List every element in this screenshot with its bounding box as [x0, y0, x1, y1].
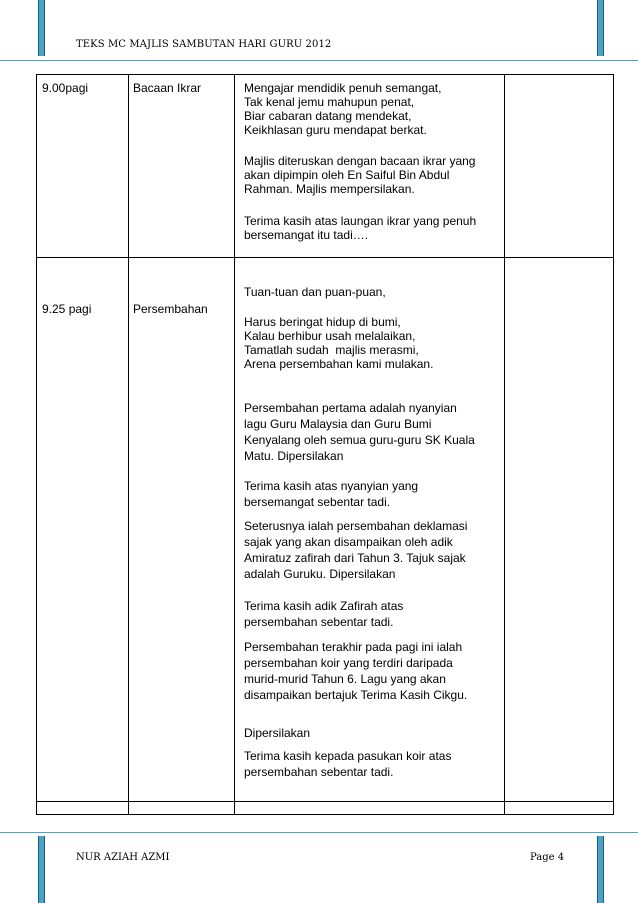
script-paragraph: Persembahan terakhir pada pagi ini ialah persembahan koir yang terdiri daripada murid-murid Tahun 6. Lagu yang akan disampaikan bertajuk Terima Kasih Cikgu. — [244, 640, 468, 702]
footer-page-number: Page 4 — [530, 852, 565, 863]
footer-rule — [0, 832, 638, 833]
script-paragraph: Majlis diteruskan dengan bacaan ikrar yang akan dipimpin oleh En Saiful Bin Abdul Rahman. Majlis mempersilakan. — [244, 154, 476, 196]
script-paragraph: Persembahan pertama adalah nyanyian lagu Guru Malaysia dan Guru Bumi Kenyalang oleh semua guru-guru SK Kuala Matu. Dipersilakan — [244, 401, 475, 463]
script-paragraph: Terima kasih adik Zafirah atas persembahan sebentar tadi. — [244, 599, 404, 629]
script-paragraph: Terima kasih atas nyanyian yang bersemangat sebentar tadi. — [244, 479, 419, 509]
row-item: Persembahan — [133, 302, 208, 316]
header-rule — [0, 60, 638, 61]
script-paragraph: Terima kasih atas laungan ikrar yang penuh bersemangat itu tadi…. — [244, 214, 477, 242]
row-time: 9.00pagi — [42, 81, 89, 95]
page-border-left-top — [38, 0, 45, 56]
script-paragraph: Dipersilakan — [244, 726, 311, 740]
page-border-right-bottom — [597, 836, 604, 903]
page-border-right-top — [597, 0, 604, 56]
script-paragraph: Mengajar mendidik penuh semangat, Tak kenal jemu mahupun penat, Biar cabaran datang mendekat, Keikhlasan guru mendapat berkat. — [244, 81, 442, 137]
row-divider — [37, 801, 613, 802]
row-item: Bacaan Ikrar — [133, 81, 202, 95]
script-paragraph: Tuan-tuan dan puan-puan, — [244, 285, 386, 299]
footer-author: NUR AZIAH AZMI — [76, 852, 170, 863]
row-time: 9.25 pagi — [42, 302, 92, 316]
column-divider — [128, 75, 129, 814]
script-paragraph: Terima kasih kepada pasukan koir atas persembahan sebentar tadi. — [244, 749, 452, 779]
script-paragraph: Harus beringat hidup di bumi, Kalau berhibur usah melalaikan, Tamatlah sudah majlis merasmi, Arena persembahan kami mulakan. — [244, 315, 434, 371]
schedule-table — [36, 74, 614, 815]
row-divider — [37, 257, 613, 258]
page-border-left-bottom — [38, 836, 45, 903]
script-paragraph: Seterusnya ialah persembahan deklamasi sajak yang akan disampaikan oleh adik Amiratuz zafirah dari Tahun 3. Tajuk sajak adalah Guruku. Dipersilakan — [244, 519, 468, 581]
header-title: TEKS MC MAJLIS SAMBUTAN HARI GURU 2012 — [76, 39, 332, 50]
column-divider — [234, 75, 235, 814]
column-divider — [504, 75, 505, 814]
